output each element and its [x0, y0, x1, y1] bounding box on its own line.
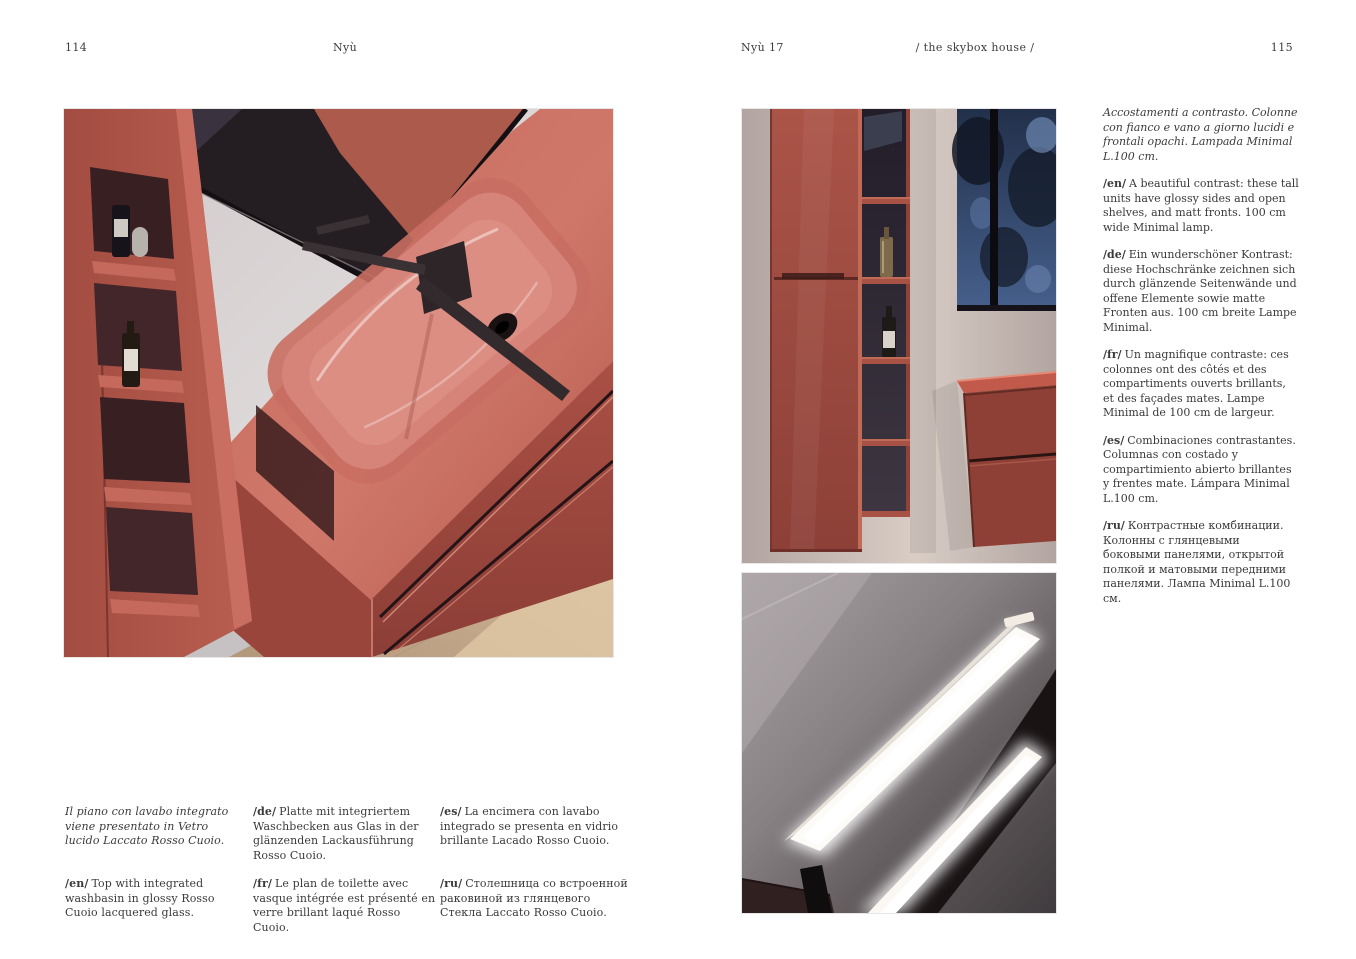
tall-units-illustration: [742, 109, 1056, 563]
caption-text: Le plan de toilette avec vasque intégrée est présenté en verre brillant laqué Rosso Cuoio.: [253, 877, 436, 934]
caption-left-es: [440, 805, 642, 849]
page-number-right: 115: [1270, 41, 1293, 54]
header-collection-title: / the skybox house /: [915, 41, 1035, 54]
caption-right-ru: [1103, 519, 1300, 606]
caption-right-es: [1103, 434, 1300, 507]
photo-minimal-lamp: [742, 573, 1056, 913]
caption-right-de: [1103, 248, 1300, 335]
lamp-illustration: [742, 573, 1056, 913]
caption-left-ru: [440, 877, 630, 921]
caption-right-en: [1103, 177, 1300, 235]
lang-tag-es: /es/: [1103, 433, 1125, 447]
lang-tag-en: /en/: [65, 877, 89, 890]
lang-tag-de: /de/: [253, 805, 277, 818]
caption-left-de: [253, 805, 433, 863]
lang-tag-fr: /fr/: [253, 877, 272, 890]
caption-left-en: [65, 877, 247, 921]
lang-tag-en: /en/: [1103, 177, 1127, 190]
caption-column-right: [1103, 106, 1300, 606]
header-brand-left: Nyù: [332, 41, 358, 54]
caption-right-fr: [1103, 348, 1300, 421]
caption-text: Accostamenti a contrasto. Colonne con fianco e vano a giorno lucidi e frontali opachi. Lampada Minimal L.100 cm.: [1103, 106, 1298, 163]
photo-vanity-washbasin: [64, 109, 613, 657]
caption-text: Столешница со встроенной раковиной из глянцевого Стекла Laccato Rosso Cuoio.: [440, 877, 628, 919]
caption-text: Un magnifique contraste: ces colonnes ont des côtés et des compartiments ouverts brillants, et des façades mates. Lampe Minimal de 100 cm de largeur.: [1103, 348, 1289, 419]
caption-text: Ein wunderschöner Kontrast: diese Hochschränke zeichnen sich durch glänzende Seitenwände und offene Elemente sowie matte Fronten aus. 100 cm breite Lampe Minimal.: [1103, 248, 1297, 334]
caption-right-it: [1103, 106, 1300, 164]
lang-tag-ru: /ru/: [440, 877, 463, 890]
caption-text: Platte mit integriertem Waschbecken aus Glas in der glänzenden Lackausführung Rosso Cuoio.: [253, 805, 419, 862]
caption-text: Combinaciones contrastantes. Columnas con costado y compartimiento abierto brillantes y frentes mate. Lámpara Minimal L.100 cm.: [1103, 433, 1296, 505]
caption-left-fr: [253, 877, 439, 935]
caption-text: Il piano con lavabo integrato viene presentato in Vetro lucido Laccato Rosso Cuoio.: [65, 805, 229, 847]
lang-tag-ru: /ru/: [1103, 519, 1125, 532]
caption-text: Top with integrated washbasin in glossy Rosso Cuoio lacquered glass.: [65, 877, 215, 919]
vanity-illustration: [64, 109, 613, 657]
photo-tall-units: [742, 109, 1056, 563]
lang-tag-es: /es/: [440, 805, 462, 818]
lang-tag-fr: /fr/: [1103, 348, 1122, 361]
caption-text: Контрастные комбинации. Колонны с глянцевыми боковыми панелями, открытой полкой и матовыми передними панелями. Лампа Minimal L.100 см.: [1103, 519, 1291, 605]
page-number-left: 114: [65, 41, 88, 54]
caption-text: A beautiful contrast: these tall units have glossy sides and open shelves, and matt fronts. 100 cm wide Minimal lamp.: [1103, 177, 1299, 234]
header-brand-right: Nyù 17: [741, 41, 784, 54]
lang-tag-de: /de/: [1103, 248, 1126, 261]
caption-left-it: [65, 805, 241, 849]
caption-text: La encimera con lavabo integrado se presenta en vidrio brillante Lacado Rosso Cuoio.: [440, 805, 619, 847]
